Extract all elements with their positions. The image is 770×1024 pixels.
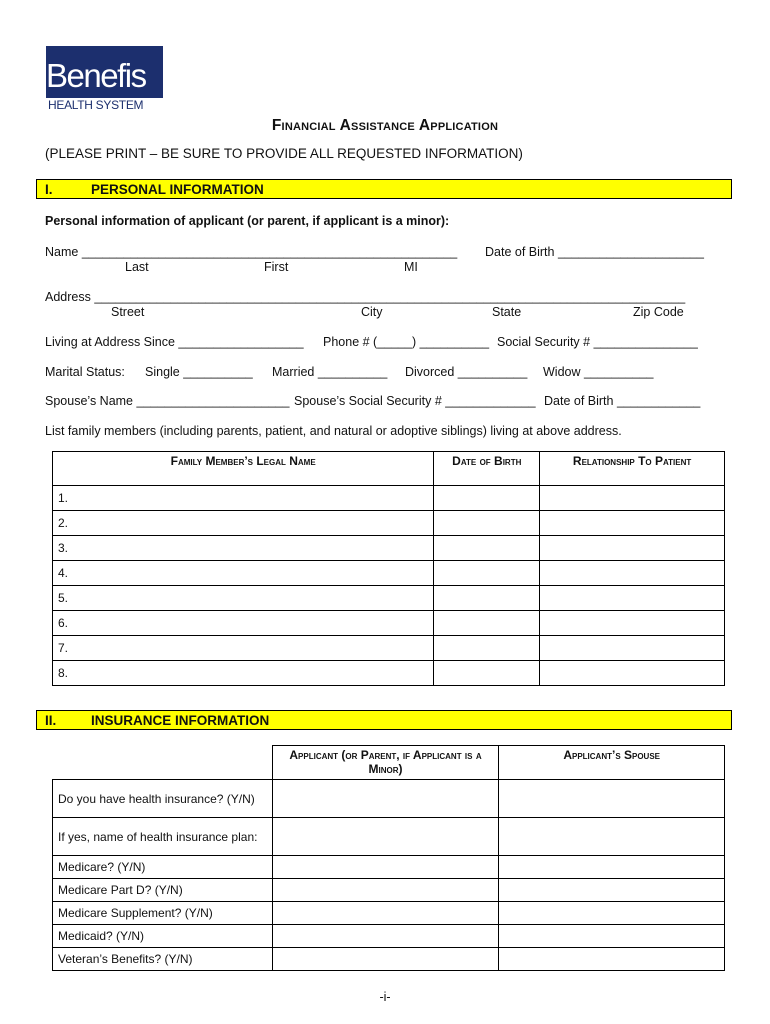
applicant-answer-cell[interactable]	[272, 780, 499, 818]
applicant-answer-cell[interactable]	[272, 948, 499, 971]
ssn-field[interactable]: Social Security # _______________	[497, 335, 698, 349]
address-field[interactable]: Address _____________________________________________________________________________________	[45, 290, 686, 304]
col-header-name: Family Member’s Legal Name	[53, 452, 434, 486]
section-label: INSURANCE INFORMATION	[91, 713, 270, 728]
marital-married-field[interactable]: Married __________	[272, 365, 388, 379]
spouse-answer-cell[interactable]	[499, 902, 725, 925]
family-relationship-cell[interactable]	[540, 536, 725, 561]
name-sub-first: First	[264, 260, 289, 274]
section-number: II.	[45, 713, 57, 728]
col-header-relationship: Relationship To Patient	[540, 452, 725, 486]
logo-subtitle: HEALTH SYSTEM	[48, 98, 144, 112]
section-number: I.	[45, 182, 53, 197]
addr-sub-state: State	[492, 305, 522, 319]
family-relationship-cell[interactable]	[540, 636, 725, 661]
applicant-answer-cell[interactable]	[272, 818, 499, 856]
marital-status-label: Marital Status:	[45, 365, 125, 379]
family-name-cell[interactable]: 2.	[53, 511, 434, 536]
table-row	[53, 856, 725, 879]
spouse-answer-cell[interactable]	[499, 780, 725, 818]
name-sub-mi: MI	[404, 260, 418, 274]
spouse-ssn-field[interactable]: Spouse’s Social Security # _____________	[294, 394, 536, 408]
form-title: Financial Assistance Application	[271, 117, 499, 134]
applicant-answer-cell[interactable]	[272, 902, 499, 925]
family-relationship-cell[interactable]	[540, 486, 725, 511]
applicant-answer-cell[interactable]	[272, 879, 499, 902]
family-dob-cell[interactable]	[434, 661, 540, 686]
living-since-field[interactable]: Living at Address Since __________________	[45, 335, 304, 349]
section-label: PERSONAL INFORMATION	[91, 182, 264, 197]
applicant-answer-cell[interactable]	[272, 856, 499, 879]
family-dob-cell[interactable]	[434, 586, 540, 611]
marital-divorced-field[interactable]: Divorced __________	[405, 365, 528, 379]
family-relationship-cell[interactable]	[540, 586, 725, 611]
family-relationship-cell[interactable]	[540, 611, 725, 636]
table-row	[53, 925, 725, 948]
table-row	[53, 948, 725, 971]
marital-widow-field[interactable]: Widow __________	[543, 365, 654, 379]
spouse-dob-field[interactable]: Date of Birth ____________	[544, 394, 701, 408]
table-row	[53, 818, 725, 856]
col-header-dob: Date of Birth	[434, 452, 540, 486]
section-personal-header	[36, 179, 732, 199]
dob-field[interactable]: Date of Birth _____________________	[485, 245, 704, 259]
family-dob-cell[interactable]	[434, 636, 540, 661]
table-row	[53, 511, 725, 536]
addr-sub-city: City	[361, 305, 383, 319]
col-header-spouse: Applicant’s Spouse	[499, 746, 725, 780]
logo-wordmark: Benefis	[46, 57, 146, 94]
section-insurance-header	[36, 710, 732, 730]
family-name-cell[interactable]: 5.	[53, 586, 434, 611]
blank-header-cell	[53, 746, 273, 780]
addr-sub-zip: Zip Code	[633, 305, 684, 319]
family-relationship-cell[interactable]	[540, 661, 725, 686]
marital-single-field[interactable]: Single __________	[145, 365, 253, 379]
insurance-question-cell: Medicare Part D? (Y/N)	[53, 879, 273, 902]
col-header-applicant: Applicant (or Parent, if Applicant is a Minor)	[272, 746, 499, 780]
insurance-question-cell: If yes, name of health insurance plan:	[53, 818, 273, 856]
name-sub-last: Last	[125, 260, 149, 274]
form-subtitle: (PLEASE PRINT – BE SURE TO PROVIDE ALL REQUESTED INFORMATION)	[45, 146, 523, 161]
insurance-question-cell: Veteran’s Benefits? (Y/N)	[53, 948, 273, 971]
family-name-cell[interactable]: 6.	[53, 611, 434, 636]
applicant-answer-cell[interactable]	[272, 925, 499, 948]
table-row	[53, 536, 725, 561]
name-field[interactable]: Name ______________________________________________________	[45, 245, 458, 259]
family-relationship-cell[interactable]	[540, 511, 725, 536]
family-name-cell[interactable]: 8.	[53, 661, 434, 686]
family-relationship-cell[interactable]	[540, 561, 725, 586]
spouse-answer-cell[interactable]	[499, 948, 725, 971]
family-dob-cell[interactable]	[434, 511, 540, 536]
table-row	[53, 586, 725, 611]
family-name-cell[interactable]: 1.	[53, 486, 434, 511]
spouse-answer-cell[interactable]	[499, 856, 725, 879]
table-row	[53, 902, 725, 925]
family-dob-cell[interactable]	[434, 486, 540, 511]
insurance-question-cell: Medicare? (Y/N)	[53, 856, 273, 879]
table-row	[53, 636, 725, 661]
page-number: -i-	[379, 990, 391, 1004]
table-row	[53, 561, 725, 586]
family-dob-cell[interactable]	[434, 611, 540, 636]
phone-field[interactable]: Phone # (_____) __________	[323, 335, 490, 349]
table-row	[53, 661, 725, 686]
spouse-answer-cell[interactable]	[499, 818, 725, 856]
spouse-answer-cell[interactable]	[499, 879, 725, 902]
spouse-answer-cell[interactable]	[499, 925, 725, 948]
addr-sub-street: Street	[111, 305, 145, 319]
insurance-table	[52, 745, 725, 971]
family-name-cell[interactable]: 3.	[53, 536, 434, 561]
family-name-cell[interactable]: 4.	[53, 561, 434, 586]
family-members-table	[52, 451, 725, 686]
family-dob-cell[interactable]	[434, 561, 540, 586]
table-row	[53, 780, 725, 818]
spouse-name-field[interactable]: Spouse’s Name ______________________	[45, 394, 290, 408]
table-row	[53, 611, 725, 636]
family-intro: List family members (including parents, patient, and natural or adoptive siblings) living at above address.	[45, 424, 622, 438]
insurance-question-cell: Medicare Supplement? (Y/N)	[53, 902, 273, 925]
family-dob-cell[interactable]	[434, 536, 540, 561]
personal-intro: Personal information of applicant (or parent, if applicant is a minor):	[45, 214, 450, 228]
table-row	[53, 879, 725, 902]
insurance-question-cell: Medicaid? (Y/N)	[53, 925, 273, 948]
family-name-cell[interactable]: 7.	[53, 636, 434, 661]
table-row	[53, 486, 725, 511]
insurance-question-cell: Do you have health insurance? (Y/N)	[53, 780, 273, 818]
